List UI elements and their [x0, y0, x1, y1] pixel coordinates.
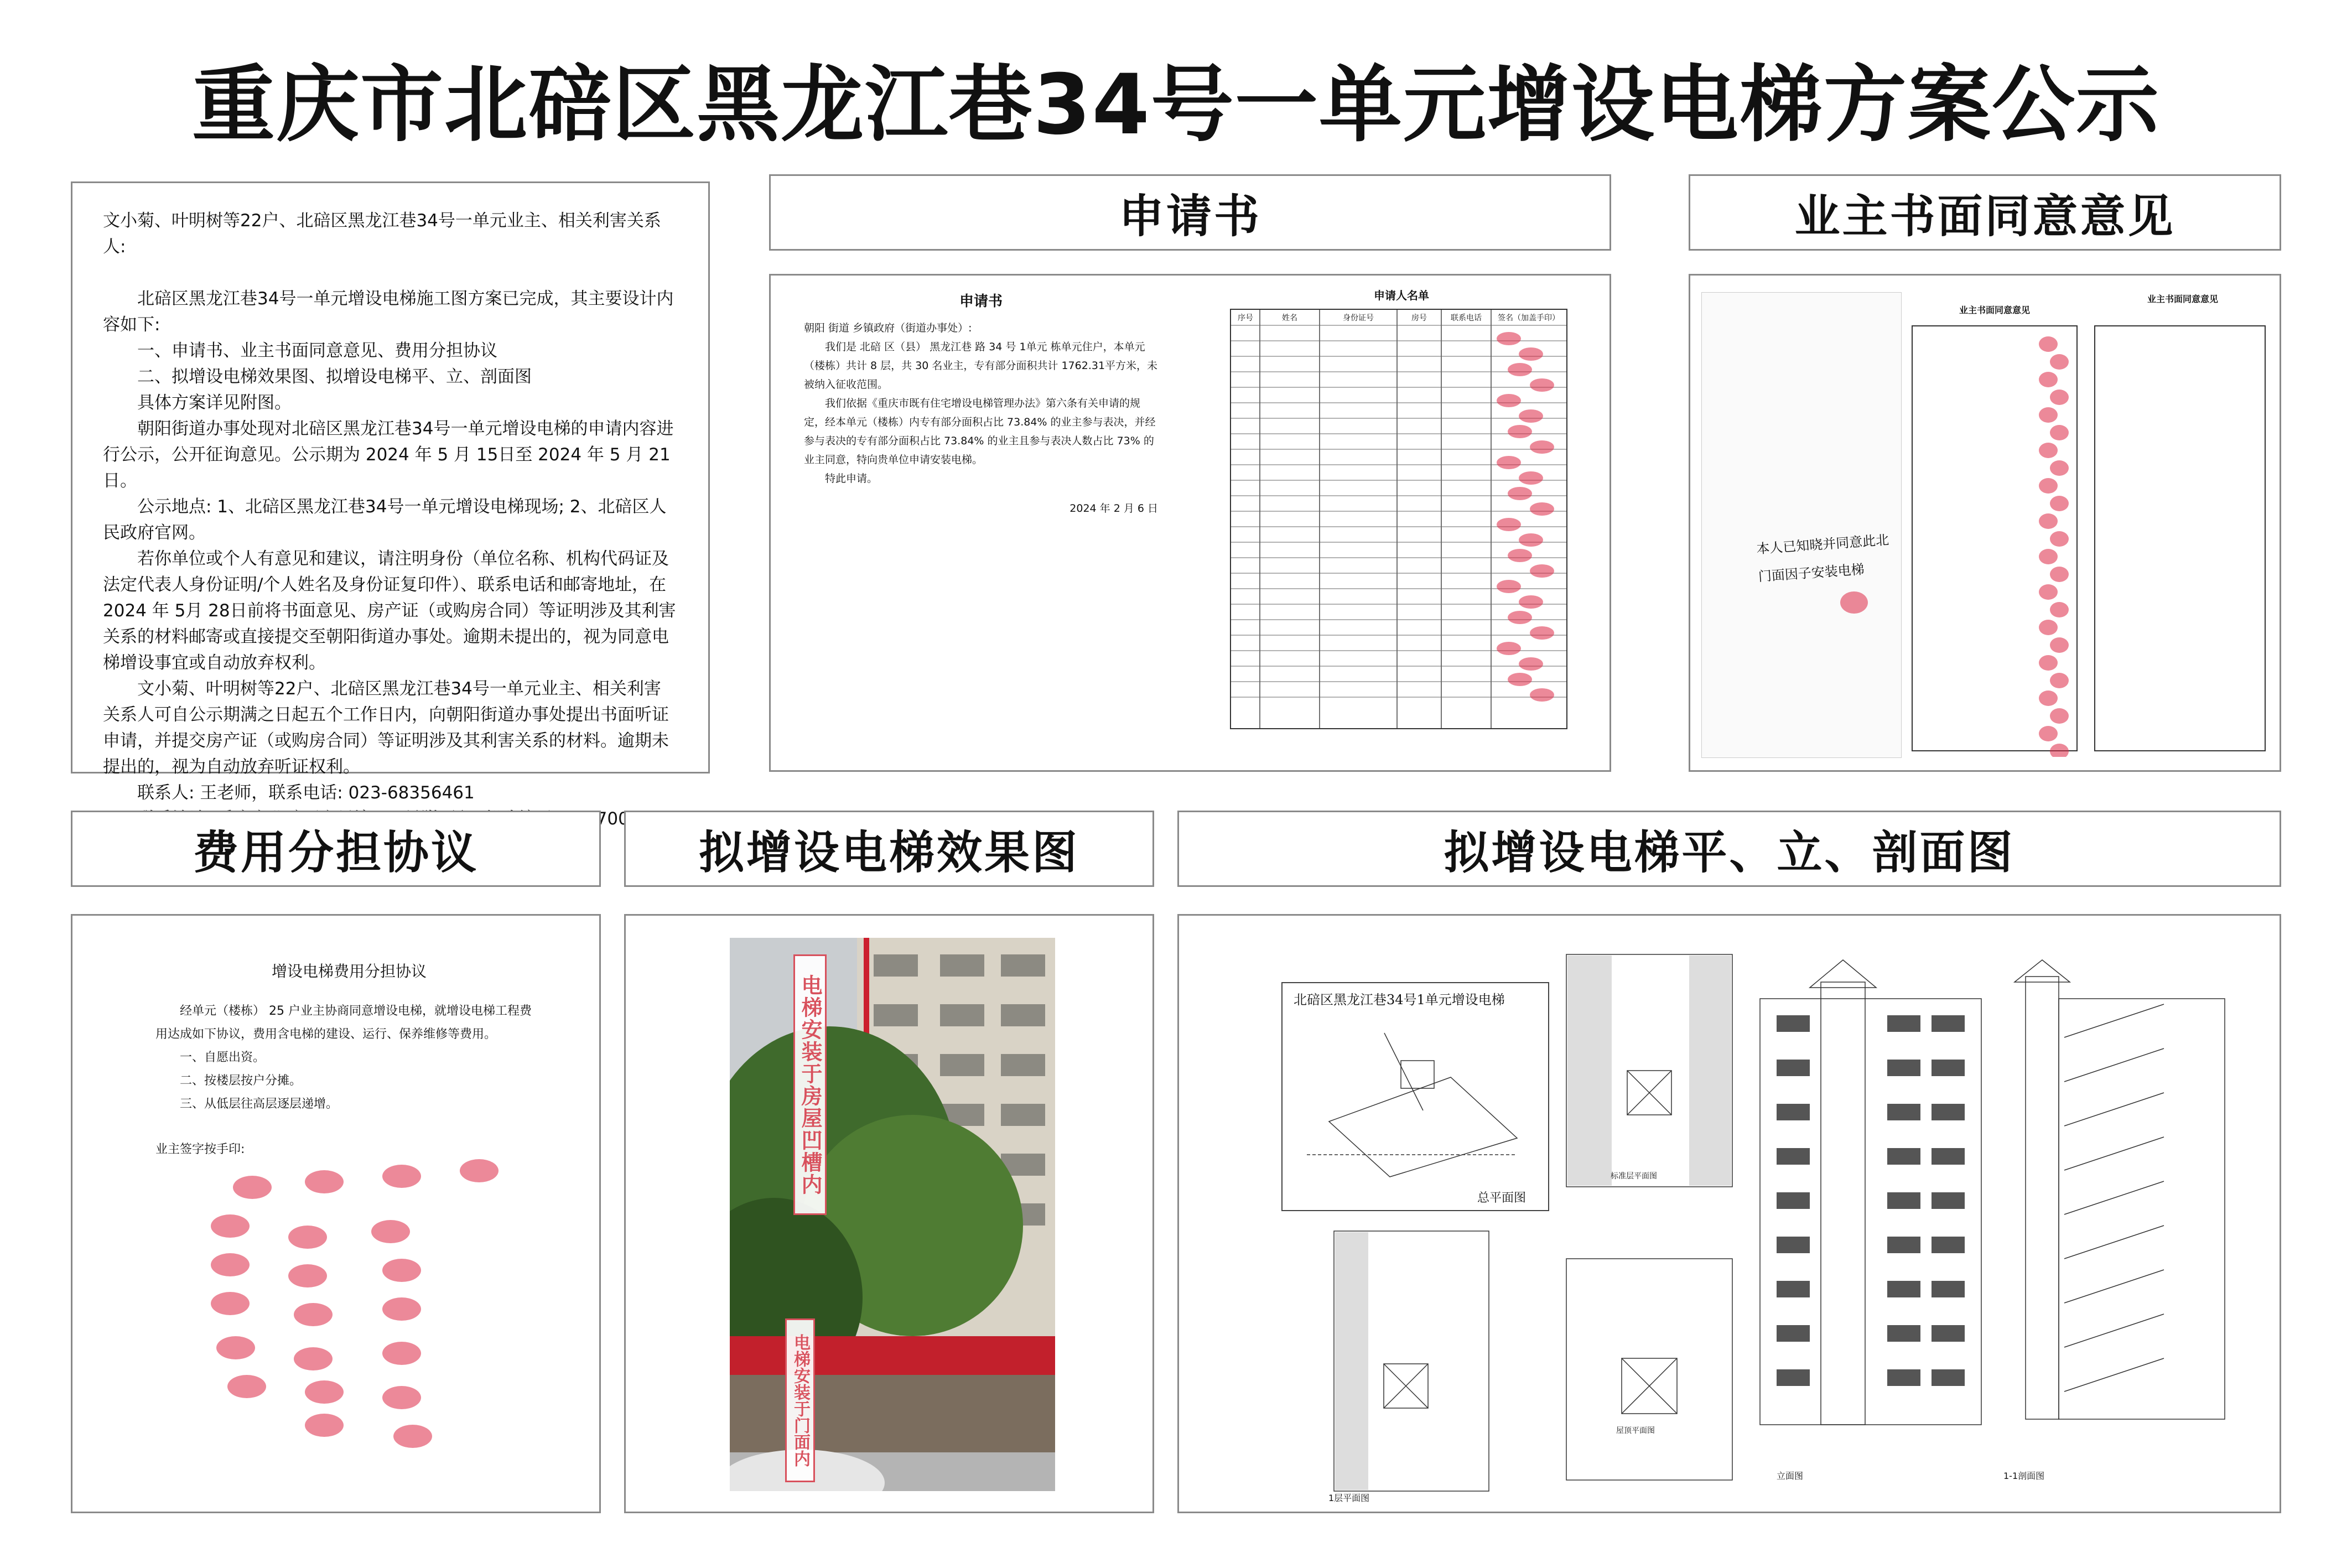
plan-drawings — [1561, 949, 1771, 1502]
fingerprint-mark — [1530, 440, 1554, 454]
fingerprint-mark — [1530, 564, 1554, 578]
stair-flight — [2064, 1314, 2164, 1347]
cost-title: 增设电梯费用分担协议 — [271, 962, 427, 980]
cost-body: 经单元（楼栋） 25 户业主协商同意增设电梯，就增设电梯工程费用达成如下协议，费用含电梯的建设、运行、保养维修等费用。 — [155, 1004, 532, 1041]
caption-elevator-recess: 电梯安装于房屋凹槽内 — [793, 954, 827, 1215]
applicant-table — [1230, 309, 1567, 729]
consent-page-left — [1701, 292, 1902, 758]
fingerprint-mark — [1508, 425, 1532, 438]
fingerprint-mark — [2050, 425, 2069, 440]
application-addressee: 朝阳 街道 乡镇政府（街道办事处）: — [804, 322, 972, 334]
rendering-panel — [624, 914, 1154, 1513]
notice-contact: 联系人: 王老师，联系电话: 023-68356461 — [137, 783, 475, 803]
section-header-cost: 费用分担协议 — [71, 811, 601, 887]
fingerprint-mark — [294, 1347, 333, 1370]
window-mark — [1777, 1281, 1810, 1297]
fingerprint-mark — [2039, 726, 2058, 741]
consent-panel — [1689, 274, 2281, 772]
plan-1f-drawing — [1328, 1226, 1494, 1502]
fingerprint-mark — [2039, 372, 2058, 387]
consent-title: 业主书面同意意见 — [1959, 305, 2030, 315]
cost-item: 三、从低层往高层逐层递增。 — [180, 1097, 339, 1111]
fingerprint-mark — [1497, 518, 1521, 531]
fingerprint-mark — [2039, 336, 2058, 352]
fingerprint-mark — [382, 1165, 421, 1188]
fingerprint-mark — [1530, 502, 1554, 516]
fingerprint-mark — [211, 1292, 250, 1315]
building-photo — [730, 938, 1055, 1491]
fingerprint-mark — [1519, 471, 1543, 485]
stair-flight — [2064, 1093, 2164, 1126]
window-mark — [1932, 1192, 1965, 1209]
rendering-photo — [730, 938, 1055, 1491]
notice-paragraph: 北碚区黑龙江巷34号一单元增设电梯施工图方案已完成，其主要设计内容如下: — [103, 289, 674, 335]
fingerprint-mark — [1519, 347, 1543, 361]
window-mark — [1887, 1015, 1920, 1032]
window-mark — [1777, 1015, 1810, 1032]
fingerprint-mark — [1519, 409, 1543, 423]
fingerprint-mark — [2050, 708, 2069, 724]
window-mark — [1932, 1281, 1965, 1297]
fingerprint-mark — [1508, 673, 1532, 686]
fingerprint-mark — [2050, 673, 2069, 688]
fingerprint-mark — [1519, 595, 1543, 609]
fingerprint-mark — [2039, 443, 2058, 458]
fingerprint-mark — [1497, 332, 1521, 345]
application-title: 申请书 — [959, 293, 1003, 310]
notice-paragraph: 朝阳街道办事处现对北碚区黑龙江巷34号一单元增设电梯的申请内容进行公示，公开征询意见。公示期为 2024 年 5 月 15日至 2024 年 5 月 21 日。 — [103, 419, 674, 491]
fingerprint-mark — [227, 1375, 266, 1398]
consent-table — [2094, 325, 2266, 751]
window-mark — [1777, 1369, 1810, 1386]
caption-elevator-storefront: 电梯安装于门面内 — [785, 1318, 815, 1482]
fingerprint-mark — [1530, 688, 1554, 702]
fingerprint-mark — [2039, 690, 2058, 706]
window-mark — [1887, 1325, 1920, 1342]
applicant-list-title: 申请人名单 — [1374, 289, 1429, 302]
stair-flight — [2064, 1181, 2164, 1214]
window-mark — [1777, 1104, 1810, 1120]
site-plan-label: 总平面图 — [1477, 1191, 1526, 1205]
notice-paragraph: 文小菊、叶明树等22户、北碚区黑龙江巷34号一单元业主、相关利害关系人可自公示期满之日起五个工作日内，向朝阳街道办事处提出书面听证申请，并提交房产证（或购房合同）等证明涉及其利害关系的材料。逾期未提出的，视为自动放弃听证权利。 — [103, 679, 669, 777]
fingerprint-mark — [2039, 620, 2058, 635]
seal-mark — [1840, 591, 1868, 614]
page-title: 重庆市北碚区黑龙江巷34号一单元增设电梯方案公示 — [192, 57, 2160, 153]
fingerprint-mark — [2039, 407, 2058, 423]
fingerprint-mark — [288, 1226, 327, 1249]
fingerprint-mark — [2050, 460, 2069, 476]
fingerprint-mark — [2050, 567, 2069, 582]
plan-1f-label: 1层平面图 — [1328, 1493, 1370, 1503]
fingerprint-mark — [382, 1259, 421, 1282]
fingerprint-mark — [1497, 394, 1521, 407]
window-mark — [1887, 1060, 1920, 1076]
fingerprint-mark — [294, 1303, 333, 1326]
site-plan-drawing — [1285, 1011, 1545, 1193]
fingerprint-mark — [1519, 657, 1543, 671]
fingerprint-mark — [305, 1414, 344, 1437]
fingerprint-mark — [1508, 363, 1532, 376]
consent-title: 业主书面同意意见 — [2147, 294, 2218, 304]
stair-flight — [2064, 1137, 2164, 1170]
list-header: 序号 — [1238, 314, 1253, 323]
fingerprint-mark — [2039, 549, 2058, 564]
window-mark — [1932, 1369, 1965, 1386]
applicant-list — [1224, 287, 1579, 762]
consent-note: 本人已知晓并同意此北门面因子安装电梯 — [1756, 532, 1889, 585]
window-mark — [1932, 1015, 1965, 1032]
window-mark — [1777, 1325, 1810, 1342]
notice-paragraph: 公示地点: 1、北碚区黑龙江巷34号一单元增设电梯现场; 2、北碚区人民政府官网。 — [103, 497, 667, 543]
fingerprint-mark — [2050, 496, 2069, 511]
window-mark — [1777, 1060, 1810, 1076]
fingerprint-mark — [2050, 744, 2069, 757]
section-label: 1-1剖面图 — [2003, 1471, 2045, 1481]
list-header: 房号 — [1411, 314, 1427, 323]
window-mark — [1932, 1104, 1965, 1120]
list-header: 联系电话 — [1451, 314, 1482, 323]
application-letter — [804, 292, 1158, 602]
fingerprint-mark — [371, 1220, 410, 1243]
stair-flight — [2064, 1004, 2164, 1037]
section-drawing — [1981, 949, 2247, 1447]
fingerprint-mark — [1508, 487, 1532, 500]
plan-typical-label: 标准层平面图 — [1611, 1172, 1657, 1181]
notice-item: 二、拟增设电梯效果图、拟增设电梯平、立、剖面图 — [137, 367, 532, 387]
fingerprint-mark — [2039, 478, 2058, 494]
notice-item: 一、申请书、业主书面同意意见、费用分担协议 — [137, 341, 497, 361]
section-header-consent: 业主书面同意意见 — [1689, 174, 2281, 251]
window-mark — [1887, 1192, 1920, 1209]
window-mark — [1932, 1325, 1965, 1342]
cost-item: 一、自愿出资。 — [180, 1051, 266, 1065]
consent-page-mid — [1912, 303, 2078, 757]
stair-flight — [2064, 1358, 2164, 1392]
notice-panel — [71, 181, 710, 803]
fingerprint-mark — [2050, 354, 2069, 370]
site-plan — [1281, 982, 1549, 1211]
cost-item: 二、按楼层按户分摊。 — [180, 1074, 302, 1088]
site-plan-title: 北碚区黑龙江巷34号1单元增设电梯 — [1294, 992, 1505, 1008]
fingerprint-mark — [393, 1425, 432, 1448]
drawings-panel — [1177, 914, 2281, 1513]
fingerprint-mark — [1508, 549, 1532, 562]
list-header: 身份证号 — [1343, 314, 1374, 323]
application-ending: 特此申请。 — [825, 473, 878, 485]
consent-page-right — [2094, 292, 2271, 757]
fingerprint-mark — [1508, 611, 1532, 624]
fingerprint-mark — [460, 1159, 499, 1182]
application-date: 2024 年 2 月 6 日 — [1069, 502, 1158, 515]
window-mark — [1777, 1237, 1810, 1253]
list-header: 姓名 — [1282, 314, 1297, 323]
section-header-application: 申请书 — [769, 174, 1611, 251]
elevation-drawing — [1754, 949, 1987, 1447]
list-header: 签名（加盖手印） — [1498, 314, 1560, 323]
cost-panel — [71, 914, 601, 1513]
fingerprint-mark — [2039, 584, 2058, 600]
window-mark — [1932, 1237, 1965, 1253]
stair-flight — [2064, 1270, 2164, 1303]
window-mark — [1887, 1148, 1920, 1165]
fingerprint-mark — [305, 1170, 344, 1193]
section-header-rendering: 拟增设电梯效果图 — [624, 811, 1154, 887]
application-panel — [769, 274, 1611, 772]
fingerprint-mark — [1519, 533, 1543, 547]
fingerprint-mark — [2050, 531, 2069, 547]
notice-salutation: 文小菊、叶明树等22户、北碚区黑龙江巷34号一单元业主、相关利害关系人: — [103, 211, 661, 257]
fingerprint-mark — [1497, 580, 1521, 593]
fingerprint-mark — [2050, 637, 2069, 653]
stair-flight — [2064, 1048, 2164, 1082]
fingerprint-mark — [1497, 456, 1521, 469]
application-body: 我们依据《重庆市既有住宅增设电梯管理办法》第六条有关申请的规定，经本单元（楼栋）内专有部分面积占比 73.84% 的业主参与表决，并经参与表决的专有部分面积占比 73.84% 的业主且参与表决人数占比 73% 的业主同意，特向贵单位申请安装电梯。 — [804, 397, 1156, 466]
window-mark — [1887, 1281, 1920, 1297]
fingerprint-mark — [2050, 602, 2069, 617]
window-mark — [1932, 1148, 1965, 1165]
stair-flight — [2064, 1226, 2164, 1259]
fingerprint-mark — [382, 1297, 421, 1321]
window-mark — [1887, 1369, 1920, 1386]
fingerprint-mark — [2050, 390, 2069, 405]
window-mark — [1777, 1148, 1810, 1165]
fingerprint-mark — [305, 1380, 344, 1404]
fingerprint-mark — [233, 1176, 272, 1199]
window-mark — [1887, 1104, 1920, 1120]
fingerprint-mark — [1530, 378, 1554, 392]
fingerprint-mark — [1497, 642, 1521, 655]
window-mark — [1777, 1192, 1810, 1209]
fingerprint-mark — [211, 1253, 250, 1276]
fingerprint-mark — [2039, 655, 2058, 671]
fingerprint-mark — [216, 1336, 255, 1359]
fingerprint-mark — [382, 1342, 421, 1365]
fingerprint-mark — [2039, 513, 2058, 529]
fingerprint-mark — [1530, 626, 1554, 640]
window-mark — [1887, 1237, 1920, 1253]
fingerprint-mark — [288, 1264, 327, 1287]
notice-item: 具体方案详见附图。 — [137, 393, 292, 413]
fingerprint-mark — [382, 1386, 421, 1409]
notice-paragraph: 若你单位或个人有意见和建议，请注明身份（单位名称、机构代码证及法定代表人身份证明/个人姓名及身份证复印件）、联系电话和邮寄地址，在 2024 年 5月 28日前将书面意见、房产证（或购房合同）等证明涉及其利害关系的材料邮寄或直接提交至朝阳街道办事处。逾期未提出的，视为同意电梯增设事宜或自动放弃权利。 — [103, 549, 676, 673]
roof-plan-label: 屋顶平面图 — [1616, 1426, 1655, 1435]
cost-sign-label: 业主签字按手印: — [155, 1143, 245, 1156]
section-header-drawings: 拟增设电梯平、立、剖面图 — [1177, 811, 2281, 887]
application-body: 我们是 北碚 区（县） 黑龙江巷 路 34 号 1单元 栋单元住户，本单元（楼栋）共计 8 层，共 30 名业主，专有部分面积共计 1762.31平方米，未被纳入征收范围。 — [804, 341, 1158, 391]
elevation-label: 立面图 — [1777, 1471, 1804, 1481]
fingerprint-mark — [211, 1214, 250, 1238]
window-mark — [1932, 1060, 1965, 1076]
